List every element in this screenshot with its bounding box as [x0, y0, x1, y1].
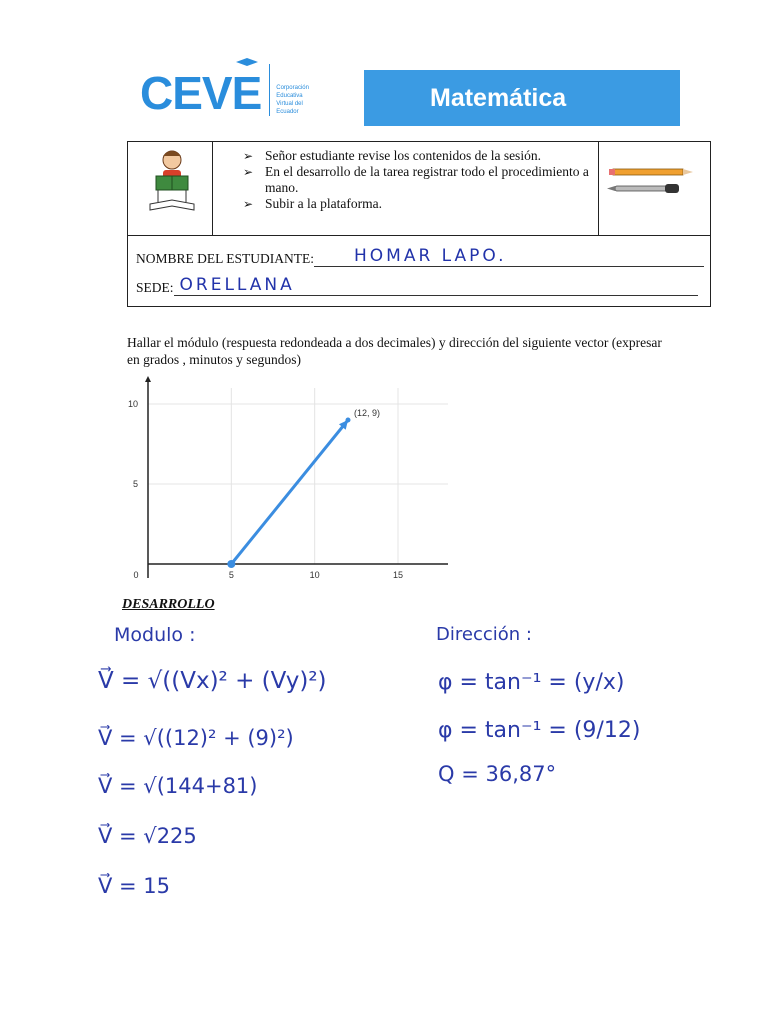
instructions-cell [213, 142, 599, 235]
desarrollo-heading: DESARROLLO [122, 597, 215, 612]
direccion-step-1: φ = tan⁻¹ = (y/x) [438, 670, 625, 695]
direccion-title: Dirección : [436, 624, 532, 645]
vector-point-label: (12, 9) [354, 408, 381, 418]
instruction-item: ➢ Señor estudiante revise los contenidos de la sesión. [243, 148, 541, 163]
banner-title: Matemática [430, 83, 567, 112]
modulo-step-1: V⃗ = √((Vx)² + (Vy)²) [98, 668, 327, 694]
sede-field [136, 275, 698, 296]
subject-banner [364, 70, 680, 126]
sede-value: ORELLANA [179, 275, 295, 295]
modulo-step-2: V⃗ = √((12)² + (9)²) [98, 726, 294, 750]
vector-end-point [346, 418, 351, 423]
x-tick-label: 0 [133, 570, 139, 580]
modulo-step-3: V⃗ = √(144+81) [98, 774, 258, 798]
student-reading-icon-cell [128, 142, 213, 235]
arrow-bullet-icon: ➢ [243, 197, 254, 211]
sede-line [174, 275, 698, 296]
y-tick-label: 10 [127, 399, 138, 409]
instruction-box [127, 141, 711, 307]
modulo-step-4: V⃗ = √225 [98, 824, 197, 848]
graduation-cap-icon [236, 58, 258, 68]
instruction-item: ➢ Subir a la plataforma. [243, 196, 382, 211]
student-name-field [136, 246, 704, 267]
logo-divider [269, 64, 270, 116]
vector-start-point [227, 560, 235, 568]
x-tick-label: 5 [228, 570, 234, 580]
student-name-label: NOMBRE DEL ESTUDIANTE: [136, 251, 314, 266]
ceve-logo [140, 64, 336, 119]
vector-chart [118, 374, 458, 596]
arrow-bullet-icon: ➢ [243, 149, 254, 163]
sede-label: SEDE: [136, 280, 174, 295]
direccion-step-2: φ = tan⁻¹ = (9/12) [438, 718, 641, 743]
arrow-bullet-icon: ➢ [243, 165, 254, 179]
student-name-value: HOMAR LAPO. [354, 246, 507, 266]
x-tick-label: 10 [309, 570, 320, 580]
modulo-step-5: V⃗ = 15 [98, 874, 171, 898]
direccion-step-3: Q = 36,87° [438, 762, 557, 786]
student-name-line [314, 246, 704, 267]
x-tick-label: 15 [392, 570, 404, 580]
y-tick-label: 5 [132, 479, 138, 489]
row-divider [128, 235, 710, 236]
logo-subtitle: Corporación Educativa Virtual del Ecuador [276, 85, 309, 115]
vector-line [231, 420, 348, 564]
problem-statement: Hallar el módulo (respuesta redondeada a dos decimales) y dirección del siguiente vector (expresar en grados , minutos y segundos) [127, 335, 662, 367]
pencil-pen-icon-cell [599, 142, 711, 235]
logo-text: CEVE [140, 67, 262, 119]
student-reading-icon [128, 142, 213, 235]
y-axis-arrow-icon [145, 376, 151, 382]
modulo-title: Modulo : [114, 624, 196, 646]
pencil-icon [599, 142, 711, 235]
instruction-item: ➢ En el desarrollo de la tarea registrar todo el procedimiento a mano. [243, 164, 589, 195]
